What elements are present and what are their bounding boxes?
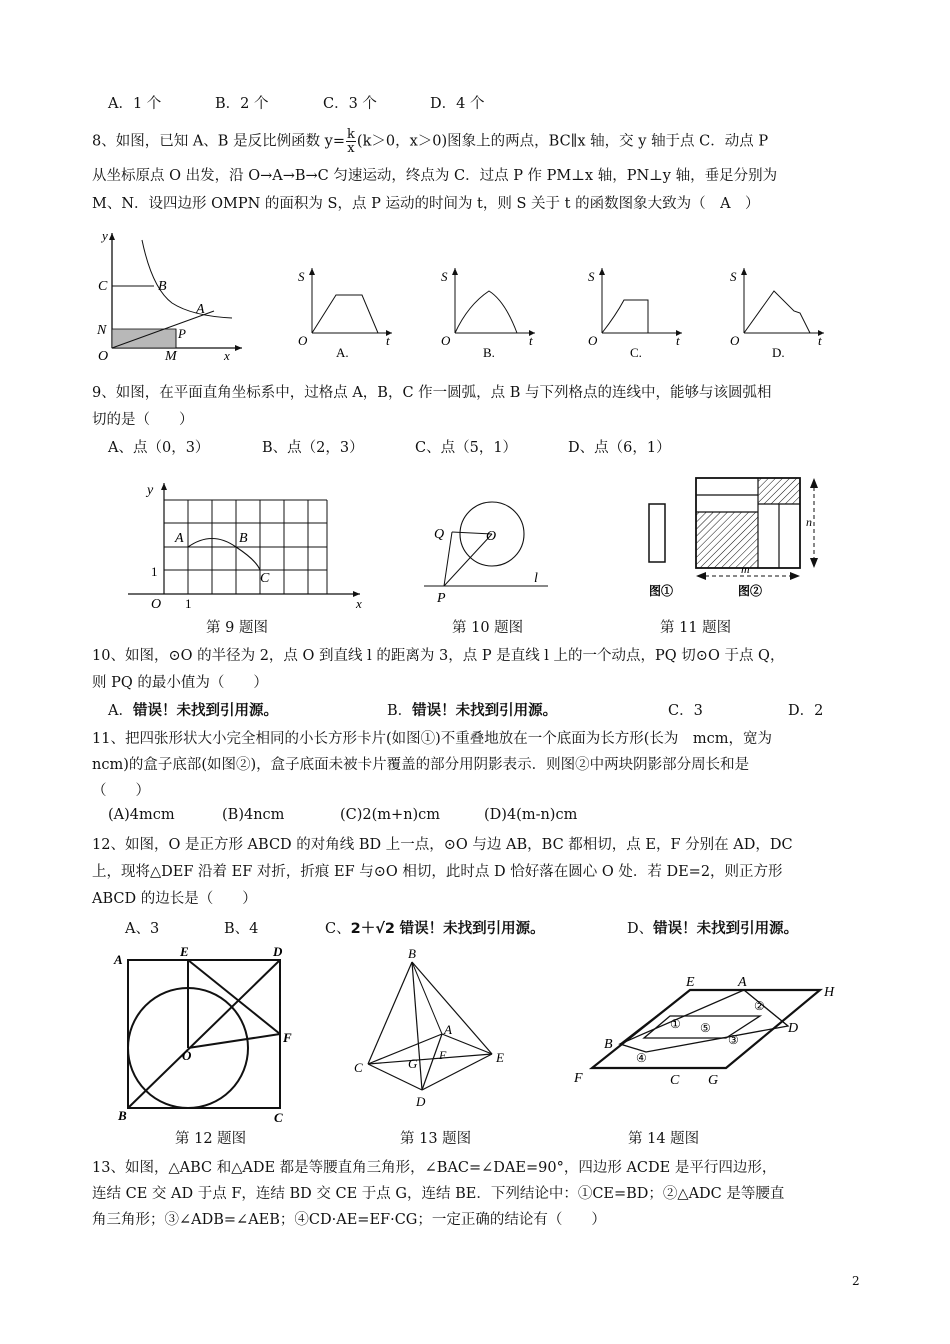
svg-text:F: F	[439, 1048, 447, 1062]
svg-text:O: O	[588, 333, 598, 348]
svg-text:⑤: ⑤	[700, 1021, 711, 1035]
q10-line-2: 则 PQ 的最小值为（ ）	[92, 675, 268, 691]
figure-9-caption: 第 9 题图	[206, 620, 268, 636]
q11-option-c: (C)2(m+n)cm	[340, 807, 441, 823]
figure-11-caption: 第 11 题图	[660, 620, 732, 636]
q9-option-b: B、点（2，3）	[262, 440, 364, 456]
q10-option-b: B．错误！未找到引用源。	[387, 703, 558, 719]
svg-text:S: S	[298, 269, 305, 284]
graph-d	[722, 265, 832, 363]
q10-option-a: A．错误！未找到引用源。	[108, 703, 278, 719]
q13-line-3: 角三角形；③∠ADB=∠AEB；④CD·AE=EF·CG；一定正确的结论有（ ）	[92, 1212, 606, 1228]
figure-10-caption: 第 10 题图	[452, 620, 524, 636]
svg-text:A: A	[114, 952, 123, 967]
svg-text:④: ④	[636, 1051, 647, 1065]
q9-option-a: A、点（0，3）	[108, 440, 210, 456]
q12-line-3: ABCD 的边长是（ ）	[92, 891, 257, 907]
svg-text:G: G	[708, 1073, 719, 1088]
svg-text:D: D	[273, 944, 283, 959]
svg-text:O: O	[151, 597, 162, 612]
figure-11-box	[640, 472, 830, 604]
figure-13-caption: 第 13 题图	[400, 1131, 472, 1147]
label-y: y	[102, 228, 108, 243]
svg-text:O: O	[486, 529, 497, 544]
svg-text:S: S	[730, 269, 737, 284]
svg-text:B: B	[408, 946, 416, 961]
q7-option-d: D．4 个	[430, 96, 485, 112]
svg-text:①: ①	[670, 1017, 681, 1031]
svg-text:t: t	[676, 333, 680, 348]
q9-line-2: 切的是（ ）	[92, 412, 194, 428]
graph-c-label: C.	[630, 345, 642, 360]
q11-option-b: (B)4ncm	[222, 807, 285, 823]
q10-line-1: 10、如图，⊙O 的半径为 2，点 O 到直线 l 的距离为 3，点 P 是直线 l 上的一个动点，PQ 切⊙O 于点 Q，	[92, 648, 785, 664]
svg-text:l: l	[534, 571, 538, 586]
svg-text:1: 1	[185, 596, 192, 611]
q8-line-3: M、N．设四边形 OMPN 的面积为 S，点 P 运动的时间为 t，则 S 关于 t 的函数图象大致为（ A ）	[92, 196, 760, 212]
svg-text:E: E	[686, 975, 695, 990]
label-a: A	[196, 302, 205, 317]
q12-option-c: C、2＋√2 错误！未找到引用源。	[325, 921, 545, 937]
q12-line-2: 上，现将△DEF 沿着 EF 对折，折痕 EF 与⊙O 相切，此时点 D 恰好落在圆心 O 处．若 DE=2，则正方形	[92, 864, 783, 880]
q12-line-1: 12、如图，O 是正方形 ABCD 的对角线 BD 上一点，⊙O 与边 AB，BC 都相切，点 E，F 分别在 AD，DC	[92, 837, 793, 853]
q11-line-2: ncm)的盒子底部(如图②)，盒子底面未被卡片覆盖的部分用阴影表示．则图②中两块阴影部分周长和是	[92, 757, 750, 773]
graph-b-label: B.	[483, 345, 495, 360]
svg-text:F: F	[574, 1071, 583, 1086]
svg-text:E: E	[180, 944, 189, 959]
svg-text:C: C	[274, 1110, 283, 1124]
svg-text:n: n	[806, 515, 812, 529]
figure-10-circle	[420, 488, 550, 606]
figure-12-square	[110, 944, 300, 1124]
figure-9-grid	[120, 478, 370, 614]
q7-option-c: C．3 个	[323, 96, 377, 112]
svg-text:S: S	[441, 269, 448, 284]
figure-14-caption: 第 14 题图	[628, 1131, 700, 1147]
graph-c	[580, 265, 690, 363]
fraction-k-over-x: $\frac{k}{x}$	[347, 127, 355, 156]
page-number: 2	[852, 1274, 860, 1288]
svg-text:A: A	[175, 531, 184, 546]
svg-text:y: y	[147, 483, 154, 498]
label-m: M	[165, 349, 177, 363]
q11-option-a: (A)4mcm	[108, 807, 175, 823]
svg-text:C: C	[260, 571, 270, 586]
svg-text:D: D	[416, 1094, 426, 1109]
svg-text:图①: 图①	[649, 584, 674, 598]
q8-line-2: 从坐标原点 O 出发，沿 O→A→B→C 匀速运动，终点为 C．过点 P 作 PM⊥x 轴，PN⊥y 轴，垂足分别为	[92, 168, 778, 184]
label-b: B	[158, 279, 167, 294]
q10-option-c: C．3	[668, 703, 703, 719]
svg-text:P: P	[437, 591, 446, 606]
q12-option-a: A、3	[125, 921, 160, 937]
svg-text:B: B	[604, 1037, 613, 1052]
graph-b	[433, 265, 543, 363]
svg-text:F: F	[283, 1030, 292, 1045]
svg-text:③: ③	[728, 1033, 739, 1047]
svg-text:G: G	[408, 1056, 418, 1071]
figure-14-parallelogram	[566, 970, 846, 1092]
label-o: O	[98, 349, 109, 363]
svg-text:S: S	[588, 269, 595, 284]
svg-text:E: E	[496, 1050, 504, 1065]
q9-line-1: 9、如图，在平面直角坐标系中，过格点 A，B，C 作一圆弧，点 B 与下列格点的连线中，能够与该圆弧相	[92, 385, 772, 401]
svg-text:O: O	[182, 1048, 192, 1063]
graph-a-label: A.	[336, 345, 349, 360]
svg-text:C: C	[354, 1060, 363, 1075]
figure-13-pyramid	[350, 944, 520, 1114]
q11-line-3: （ ）	[92, 783, 150, 799]
q10-option-d: D．2	[788, 703, 824, 719]
q8-line-1: 8、如图，已知 A、B 是反比例函数 y= $\frac{k}{x}$ (k＞0，x＞0)图象上的两点，BC∥x 轴，交 y 轴于点 C．动点 P	[92, 127, 769, 156]
svg-text:②: ②	[754, 999, 765, 1013]
svg-text:C: C	[670, 1073, 680, 1088]
label-c: C	[98, 279, 108, 294]
q13-line-2: 连结 CE 交 AD 于点 F，连结 BD 交 CE 于点 G，连结 BE．下列结论中：①CE=BD；②△ADC 是等腰直	[92, 1186, 785, 1202]
svg-text:O: O	[298, 333, 308, 348]
svg-text:t: t	[529, 333, 533, 348]
svg-text:图②: 图②	[738, 584, 763, 598]
svg-text:t: t	[818, 333, 822, 348]
svg-text:A: A	[444, 1022, 452, 1037]
figure-12-caption: 第 12 题图	[175, 1131, 247, 1147]
q13-line-1: 13、如图，△ABC 和△ADE 都是等腰直角三角形，∠BAC=∠DAE=90°，四边形 ACDE 是平行四边形，	[92, 1160, 777, 1176]
svg-text:m: m	[741, 562, 750, 576]
q11-option-d: (D)4(m-n)cm	[484, 807, 578, 823]
label-x: x	[224, 348, 230, 363]
q12-option-d: D、错误！未找到引用源。	[627, 921, 799, 937]
q7-option-b: B．2 个	[215, 96, 269, 112]
graph-a	[290, 265, 400, 363]
label-p: P	[178, 326, 186, 341]
svg-text:H: H	[824, 985, 835, 1000]
q9-option-d: D、点（6，1）	[568, 440, 671, 456]
q8-main-figure	[92, 228, 252, 363]
q9-option-c: C、点（5，1）	[415, 440, 518, 456]
svg-text:1: 1	[151, 564, 158, 579]
svg-text:Q: Q	[434, 527, 445, 542]
q12-option-b: B、4	[224, 921, 259, 937]
svg-text:O: O	[730, 333, 740, 348]
graph-d-label: D.	[772, 345, 785, 360]
svg-text:B: B	[118, 1108, 127, 1123]
svg-text:D: D	[788, 1021, 799, 1036]
svg-text:O: O	[441, 333, 451, 348]
svg-text:x: x	[356, 596, 362, 611]
svg-text:t: t	[386, 333, 390, 348]
svg-text:A: A	[738, 975, 747, 990]
q7-option-a: A．1 个	[108, 96, 162, 112]
label-n: N	[97, 323, 107, 338]
svg-text:B: B	[239, 531, 248, 546]
q11-line-1: 11、把四张形状大小完全相同的小长方形卡片(如图①)不重叠地放在一个底面为长方形(长为 mcm，宽为	[92, 731, 773, 747]
